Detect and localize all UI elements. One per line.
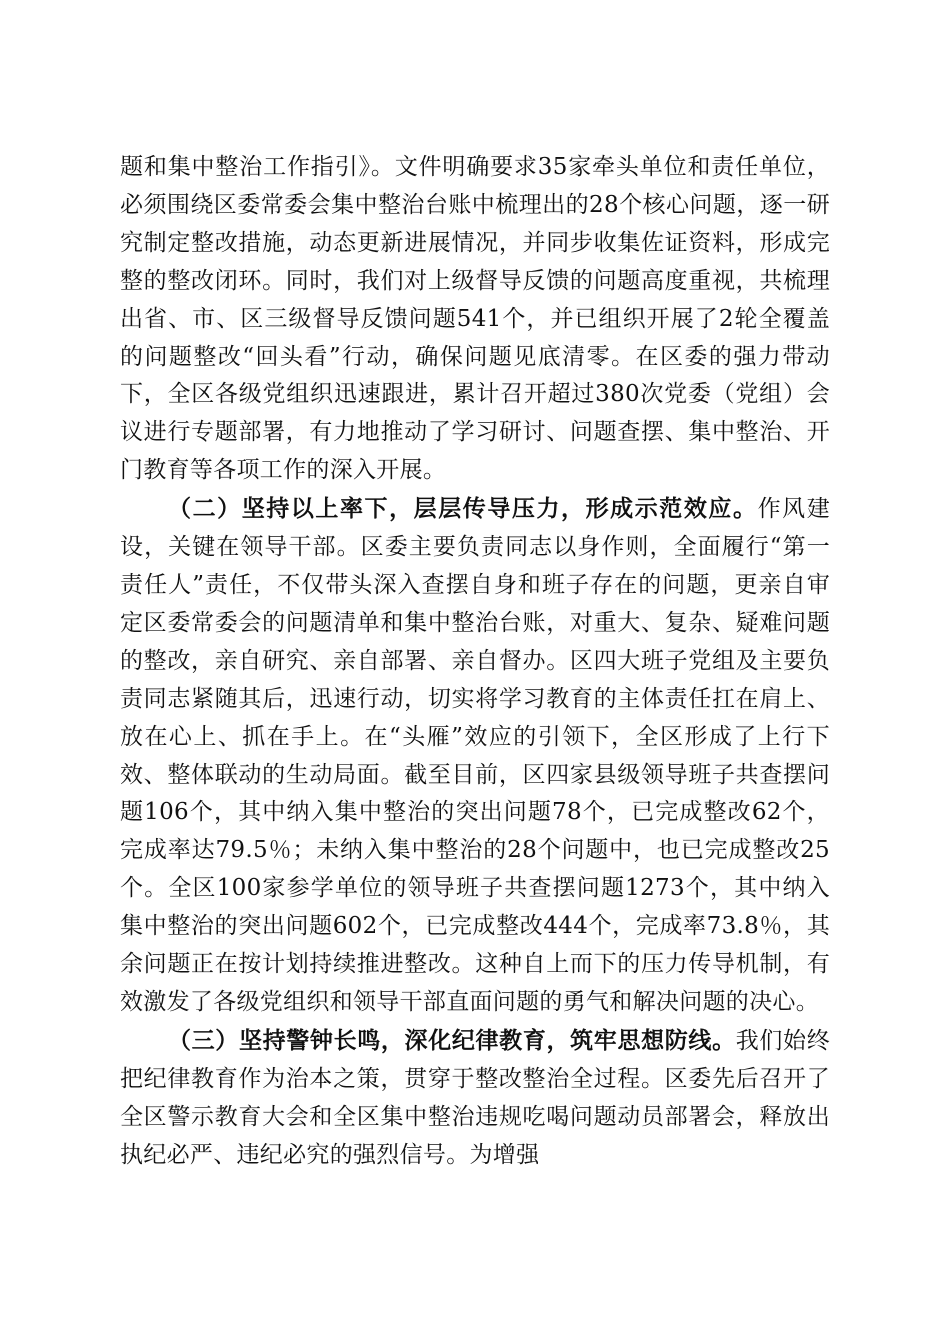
section-heading: （二）坚持以上率下，层层传导压力，形成示范效应。 bbox=[168, 495, 758, 523]
paragraph-continuation bbox=[120, 149, 830, 490]
paragraph-body: 题和集中整治工作指引》。文件明确要求35家牵头单位和责任单位，必须围绕区委常委会集中整治台账中梳理出的28个核心问题，逐一研究制定整改措施，动态更新进展情况，并同步收集佐证资料，形成完整的整改闭环。同时，我们对上级督导反馈的问题高度重视，共梳理出省、市、区三级督导反馈问题541个，并已组织开展了2轮全覆盖的问题整改“回头看”行动，确保问题见底清零。在区委的强力带动下，全区各级党组织迅速跟进，累计召开超过380次党委（党组）会议进行专题部署，有力地推动了学习研讨、问题查摆、集中整治、开门教育等各项工作的深入开展。 bbox=[120, 154, 830, 484]
section-heading: （三）坚持警钟长鸣，深化纪律教育，筑牢思想防线。 bbox=[168, 1026, 736, 1054]
paragraph-section-2 bbox=[120, 490, 830, 1022]
paragraph-body: 我们始终把纪律教育作为治本之策，贯穿于整改整治全过程。区委先后召开了全区警示教育大会和全区集中整治违规吃喝问题动员部署会，释放出执纪必严、违纪必究的强烈信号。为增强 bbox=[120, 1027, 831, 1168]
document-page bbox=[120, 149, 830, 1174]
paragraph-section-3 bbox=[120, 1022, 830, 1175]
paragraph-body: 作风建设，关键在领导干部。区委主要负责同志以身作则，全面履行“第一责任人”责任，不仅带头深入查摆自身和班子存在的问题，更亲自审定区委常委会的问题清单和集中整治台账，对重大、复杂、疑难问题的整改，亲自研究、亲自部署、亲自督办。区四大班子党组及主要负责同志紧随其后，迅速行动，切实将学习教育的主体责任扛在肩上、放在心上、抓在手上。在“头雁”效应的引领下，全区形成了上行下效、整体联动的生动局面。截至目前，区四家县级领导班子共查摆问题106个，其中纳入集中整治的突出问题78个，已完成整改62个，完成率达79.5％；未纳入集中整治的28个问题中，也已完成整改25个。全区100家参学单位的领导班子共查摆问题1273个，其中纳入集中整治的突出问题602个，已完成整改444个，完成率73.8％，其余问题正在按计划持续推进整改。这种自上而下的压力传导机制，有效激发了各级党组织和领导干部直面问题的勇气和解决问题的决心。 bbox=[120, 496, 830, 1015]
